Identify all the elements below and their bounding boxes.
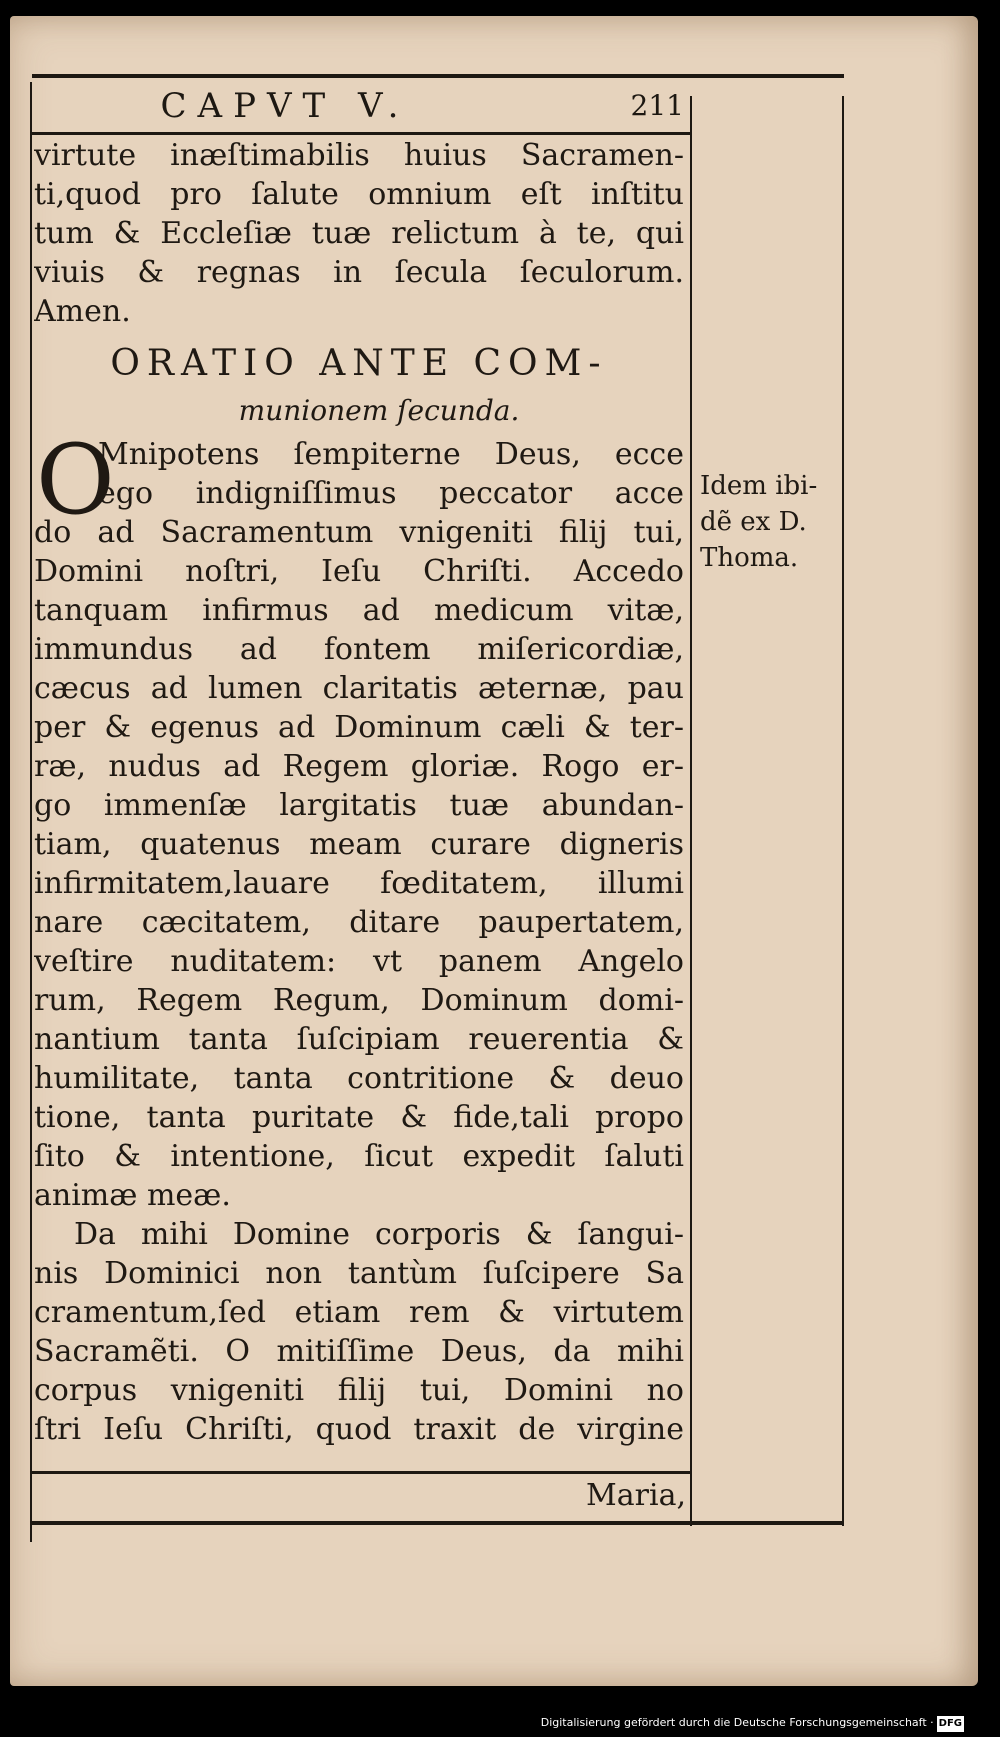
dfg-logo: DFG [937,1716,964,1732]
text-line: Mnipotens ſempiterne Deus, ecce [98,437,684,472]
text-line: infirmitatem,lauare fœditatem, illumi [34,866,684,901]
chapter-title: CAPVT V. [160,86,410,126]
text-line: cæcus ad lumen claritatis æternæ, pau [34,671,684,706]
text-line: cramentum,ſed etiam rem & virtutem [34,1295,684,1330]
margin-right-rule [842,96,844,1526]
text-line: nantium tanta ſuſcipiam reuerentia & [34,1022,684,1057]
prayer-paragraph [34,424,684,1215]
text-line: nare cæcitatem, ditare paupertatem, [34,905,684,940]
top-rule [32,74,844,78]
text-line: ego indigniſſimus peccator acce [98,476,684,511]
text-line: ſtri Ieſu Chriſti, quod traxit de virgine [34,1412,684,1447]
text-line: tum & Eccleſiæ tuæ relictum à te, qui [34,216,684,251]
prayer-heading: ORATIO ANTE COM- [110,343,608,384]
marginal-note-line: Idem ibi- [700,471,818,501]
text-line: per & egenus ad Dominum cæli & ter- [34,710,684,745]
book-page [10,16,978,1686]
continued-text [34,136,684,331]
text-line: virtute inæſtimabilis huius Sacramen- [34,138,684,173]
text-line: tiam, quatenus meam curare digneris [34,827,684,862]
text-line: Sacramẽti. O mitiſſime Deus, da mihi [34,1334,684,1369]
text-left-rule [30,82,32,1542]
text-line: ti,quod pro ſalute omnium eſt inſtitu [34,177,684,212]
text-line: Domini noſtri, Ieſu Chriſti. Accedo [34,554,684,589]
second-paragraph [34,1215,684,1449]
text-line: humilitate, tanta contritione & deuo [34,1061,684,1096]
bottom-rule [32,1521,844,1525]
text-line: viuis & regnas in ſecula ſeculorum. [34,255,684,290]
main-text-block [34,136,684,1449]
drop-capital: O [36,424,115,536]
text-line: veſtire nuditatem: vt panem Angelo [34,944,684,979]
prayer-subheading: munionem ſecunda. [238,394,520,427]
text-line: nis Dominici non tantùm ſuſcipere Sa [34,1256,684,1291]
text-line: animæ meæ. [34,1178,231,1213]
text-right-rule [690,96,692,1526]
text-line: immundus ad fontem miſericordiæ, [34,632,684,667]
running-head [40,84,688,128]
catchword: Maria, [586,1478,686,1513]
text-line: do ad Sacramentum vnigeniti filij tui, [34,515,684,550]
header-underline [32,132,692,135]
marginal-note-line: dẽ ex D. [700,507,807,537]
marginal-note [700,468,840,576]
text-line: go immenſæ largitatis tuæ abundan- [34,788,684,823]
text-line: rum, Regem Regum, Dominum domi- [34,983,684,1018]
text-line: ſito & intentione, ſicut expedit ſaluti [34,1139,684,1174]
marginal-note-line: Thoma. [700,543,799,573]
text-line: Da mihi Domine corporis & ſangui- [74,1217,684,1252]
page-number: 211 [630,89,684,122]
text-line: tione, tanta puritate & fide,tali propo [34,1100,684,1135]
text-line: tanquam infirmus ad medicum vitæ, [34,593,684,628]
text-line: corpus vnigeniti filij tui, Domini no [34,1373,684,1408]
text-line: ræ, nudus ad Regem gloriæ. Rogo er- [34,749,684,784]
digitization-credit [541,1715,964,1732]
credit-text: Digitalisierung gefördert durch die Deutsche Forschungsgemeinschaft · [540,1716,934,1729]
text-line: Amen. [34,294,131,329]
